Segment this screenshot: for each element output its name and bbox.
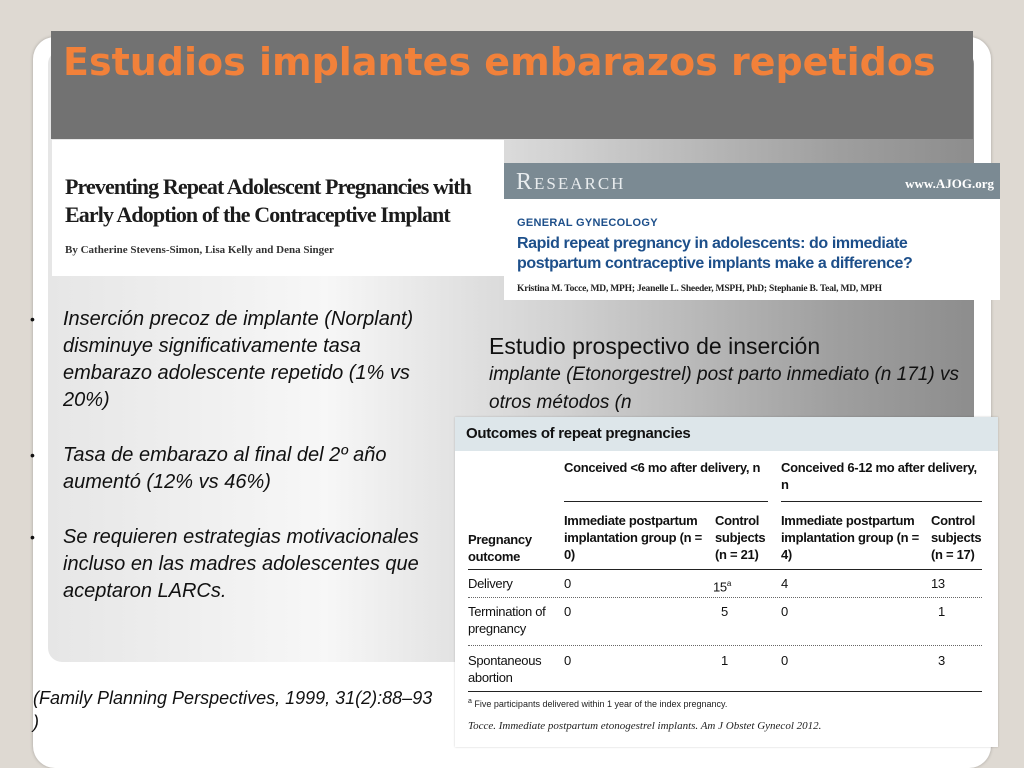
cell-termination-g1-control: 5	[721, 604, 728, 619]
header-rule	[468, 569, 982, 570]
bullet-marker: •	[30, 311, 35, 327]
paper-right-authors: Kristina M. Tocce, MD, MPH; Jeanelle L. Sheeder, MSPH, PhD; Stephanie B. Teal, MD, MPH	[517, 284, 882, 294]
group-header-late: Conceived 6-12 mo after delivery, n	[781, 460, 977, 492]
cell-delivery-g2-control: 13	[931, 576, 945, 591]
row-separator	[468, 597, 982, 598]
bullet-item	[28, 524, 438, 605]
footnote-text: Five participants delivered within 1 year of the index pregnancy.	[474, 699, 728, 709]
table-title: Outcomes of repeat pregnancies	[466, 425, 691, 442]
group-underline-early	[564, 501, 768, 502]
group-underline-late	[781, 501, 982, 502]
group-header-early: Conceived <6 mo after delivery, n	[564, 460, 761, 475]
table-source: Tocce. Immediate postpartum etonogestrel implants. Am J Obstet Gynecol 2012.	[468, 720, 822, 732]
paper-right-title: Rapid repeat pregnancy in adolescents: do immediate postpartum contraceptive implants make a difference?	[517, 235, 913, 272]
bullet-text: Tasa de embarazo al final del 2º año aumentó (12% vs 46%)	[63, 444, 387, 493]
column-header-g2-control: Control subjects (n = 17)	[931, 513, 982, 562]
column-header-g1-control: Control subjects (n = 21)	[715, 513, 766, 562]
table-footnote	[468, 698, 727, 709]
cell-abortion-g2-control: 3	[938, 653, 945, 668]
table-header-bar	[455, 417, 998, 451]
cell-delivery-g2-implant: 4	[781, 576, 788, 591]
row-separator	[468, 645, 982, 646]
cell-delivery-g1-control	[713, 575, 731, 595]
bullet-text: Se requieren estrategias motivacionales incluso en las madres adolescentes que aceptaron LARCs.	[63, 526, 419, 602]
table-bottom-rule	[468, 691, 982, 692]
cell-abortion-g1-implant: 0	[564, 653, 571, 668]
cell-termination-g2-implant: 0	[781, 604, 788, 619]
cell-value: 15	[713, 579, 727, 595]
research-label: Research	[516, 169, 626, 195]
study-heading: Estudio prospectivo de inserción	[489, 333, 821, 359]
section-label: GENERAL GYNECOLOGY	[517, 217, 658, 229]
footnote-superscript: a	[726, 579, 732, 588]
cell-delivery-g1-implant: 0	[564, 576, 571, 591]
paper-left-title: Preventing Repeat Adolescent Pregnancies with Early Adoption of the Contraceptive Implant	[65, 174, 471, 227]
research-banner	[504, 163, 1000, 199]
cell-termination-g2-control: 1	[938, 604, 945, 619]
bullet-text: Inserción precoz de implante (Norplant) disminuye significativamente tasa embarazo adolescente repetido (1% vs 20%)	[63, 308, 414, 411]
cell-termination-g1-implant: 0	[564, 604, 571, 619]
footnote-marker: a	[468, 698, 472, 705]
paper-header-right	[504, 163, 1000, 300]
study-detail: implante (Etonorgestrel) post parto inmediato (n 171) vs otros métodos (n	[489, 364, 959, 413]
column-header-g1-implant: Immediate postpartum implantation group (n = 0)	[564, 513, 702, 562]
slide-title: Estudios implantes embarazos repetidos	[63, 40, 936, 84]
row-outcome-spontaneous-abortion: Spontaneous abortion	[468, 653, 542, 685]
study-description	[489, 331, 959, 417]
row-outcome-termination: Termination of pregnancy	[468, 604, 546, 636]
bullet-marker: •	[30, 529, 35, 545]
bullet-item	[28, 306, 438, 414]
cell-abortion-g2-implant: 0	[781, 653, 788, 668]
bullet-marker: •	[30, 447, 35, 463]
cell-abortion-g1-control: 1	[721, 653, 728, 668]
paper-left-authors: By Catherine Stevens-Simon, Lisa Kelly and Dena Singer	[65, 244, 334, 256]
outcomes-table	[455, 417, 998, 747]
column-header-g2-implant: Immediate postpartum implantation group (n = 4)	[781, 513, 919, 562]
bullet-item	[28, 442, 438, 496]
column-header-outcome: Pregnancy outcome	[468, 532, 532, 564]
bullet-list	[28, 306, 438, 633]
paper-header-left	[52, 140, 504, 276]
row-outcome-delivery: Delivery	[468, 576, 513, 591]
journal-url: www.AJOG.org	[905, 176, 994, 191]
citation: (Family Planning Perspectives, 1999, 31(2):88–93 )	[33, 688, 433, 732]
